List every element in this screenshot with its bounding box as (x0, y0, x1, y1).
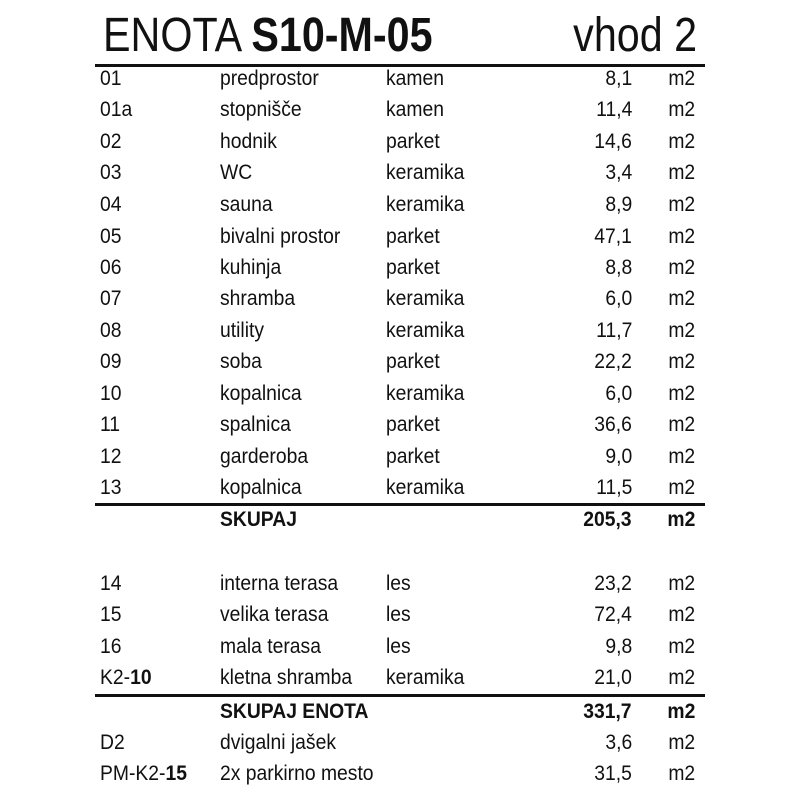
table-row (0, 569, 800, 599)
room-material: keramika (386, 193, 465, 216)
room-unit: m2 (668, 319, 695, 342)
room-area: 3,4 (605, 161, 632, 184)
room-unit: m2 (668, 382, 695, 405)
table-row (0, 410, 800, 440)
table-row (0, 347, 800, 377)
unit-title (103, 8, 433, 64)
room-area: 47,1 (594, 225, 632, 248)
room-unit: m2 (668, 225, 695, 248)
entrance-label: vhod 2 (573, 9, 697, 62)
storage-code-number: 10 (130, 666, 152, 689)
storage-code-prefix: K2- (100, 666, 131, 689)
storage-code (100, 663, 152, 693)
table-row (0, 663, 800, 693)
room-code: 14 (100, 572, 122, 595)
room-area: 9,8 (605, 635, 632, 658)
room-name: hodnik (220, 130, 277, 153)
table-row (0, 284, 800, 314)
room-material: keramika (386, 287, 465, 310)
subtotal-row (0, 505, 800, 535)
room-area: 36,6 (594, 413, 632, 436)
room-material: les (386, 572, 411, 595)
subtotal-area: 205,3 (583, 508, 632, 531)
room-code: 08 (100, 319, 122, 342)
room-material: keramika (386, 161, 465, 184)
room-material: les (386, 603, 411, 626)
room-material: parket (386, 256, 440, 279)
room-code: 12 (100, 445, 122, 468)
room-material: keramika (386, 476, 465, 499)
unit-header (0, 0, 800, 66)
room-name: shramba (220, 287, 296, 310)
room-area: 3,6 (605, 731, 632, 754)
room-name: mala terasa (220, 635, 321, 658)
room-area: 11,7 (595, 319, 632, 342)
room-unit: m2 (668, 572, 695, 595)
table-row (0, 127, 800, 157)
room-unit: m2 (668, 287, 695, 310)
table-row (0, 728, 800, 758)
total-area: 331,7 (583, 700, 632, 723)
room-name: kletna shramba (220, 666, 353, 689)
room-code: 11 (100, 413, 121, 436)
room-area: 11,5 (595, 476, 632, 499)
room-material: kamen (386, 67, 444, 90)
room-code: 16 (100, 635, 122, 658)
room-code: 10 (100, 382, 122, 405)
room-area: 9,0 (605, 445, 632, 468)
room-unit: m2 (668, 193, 695, 216)
subtotal-label: SKUPAJ (220, 508, 297, 531)
table-row (0, 473, 800, 503)
room-name: kuhinja (220, 256, 282, 279)
room-name: stopnišče (220, 98, 302, 121)
parking-code-number: 15 (165, 762, 187, 785)
room-code: D2 (100, 731, 125, 754)
subtotal-unit: m2 (667, 508, 695, 531)
room-material: parket (386, 225, 440, 248)
room-unit: m2 (668, 635, 695, 658)
room-code: 02 (100, 130, 122, 153)
room-name: velika terasa (220, 603, 329, 626)
room-area: 72,4 (594, 603, 632, 626)
room-area: 6,0 (605, 287, 632, 310)
room-material: keramika (386, 319, 465, 342)
room-material: parket (386, 130, 440, 153)
table-row (0, 632, 800, 662)
room-material: parket (386, 445, 440, 468)
room-name: kopalnica (220, 476, 302, 499)
room-code: 01a (100, 98, 133, 121)
total-unit: m2 (667, 700, 695, 723)
room-unit: m2 (668, 762, 695, 785)
room-unit: m2 (668, 98, 695, 121)
room-name: garderoba (220, 445, 309, 468)
table-row (0, 600, 800, 630)
unit-id: S10-M-05 (251, 9, 433, 62)
room-material: les (386, 635, 411, 658)
room-material: keramika (386, 666, 465, 689)
room-material: parket (386, 350, 440, 373)
room-material: parket (386, 413, 440, 436)
room-area: 23,2 (594, 572, 632, 595)
table-row (0, 442, 800, 472)
room-area: 8,9 (605, 193, 632, 216)
room-area: 6,0 (605, 382, 632, 405)
room-code: 04 (100, 193, 122, 216)
room-name: sauna (220, 193, 273, 216)
room-code: 06 (100, 256, 122, 279)
parking-code-prefix: PM-K2- (100, 762, 166, 785)
total-row (0, 697, 800, 727)
room-name: spalnica (220, 413, 291, 436)
room-unit: m2 (668, 256, 695, 279)
room-code: 01 (100, 67, 122, 90)
room-name: bivalni prostor (220, 225, 341, 248)
room-area: 22,2 (594, 350, 632, 373)
room-name: interna terasa (220, 572, 339, 595)
room-area: 31,5 (594, 762, 632, 785)
room-material: keramika (386, 382, 465, 405)
room-name: soba (220, 350, 262, 373)
room-name: WC (220, 161, 253, 184)
room-name: kopalnica (220, 382, 302, 405)
room-area: 21,0 (594, 666, 632, 689)
room-code: 07 (100, 287, 122, 310)
room-code: 15 (100, 603, 122, 626)
table-row (0, 64, 800, 94)
room-unit: m2 (668, 67, 695, 90)
room-unit: m2 (668, 603, 695, 626)
room-unit: m2 (668, 476, 695, 499)
table-row (0, 253, 800, 283)
room-name: predprostor (220, 67, 319, 90)
room-code: 03 (100, 161, 122, 184)
room-unit: m2 (668, 445, 695, 468)
unit-title-prefix: ENOTA (103, 9, 240, 62)
parking-code (100, 759, 187, 789)
room-unit: m2 (668, 731, 695, 754)
total-label: SKUPAJ ENOTA (220, 700, 369, 723)
room-area: 8,1 (605, 67, 632, 90)
room-unit: m2 (668, 350, 695, 373)
room-area: 14,6 (594, 130, 632, 153)
room-unit: m2 (668, 130, 695, 153)
room-code: 05 (100, 225, 122, 248)
room-name: utility (220, 319, 265, 342)
table-row (0, 379, 800, 409)
room-unit: m2 (668, 666, 695, 689)
table-row (0, 759, 800, 789)
room-name: dvigalni jašek (220, 731, 336, 754)
room-name: 2x parkirno mesto (220, 762, 374, 785)
table-row (0, 190, 800, 220)
table-row (0, 222, 800, 252)
room-unit: m2 (668, 413, 695, 436)
room-unit: m2 (668, 161, 695, 184)
table-row (0, 158, 800, 188)
table-row (0, 316, 800, 346)
room-code: 09 (100, 350, 122, 373)
table-row (0, 95, 800, 125)
room-material: kamen (386, 98, 444, 121)
room-area: 8,8 (605, 256, 632, 279)
room-area: 11,4 (595, 98, 632, 121)
room-code: 13 (100, 476, 122, 499)
